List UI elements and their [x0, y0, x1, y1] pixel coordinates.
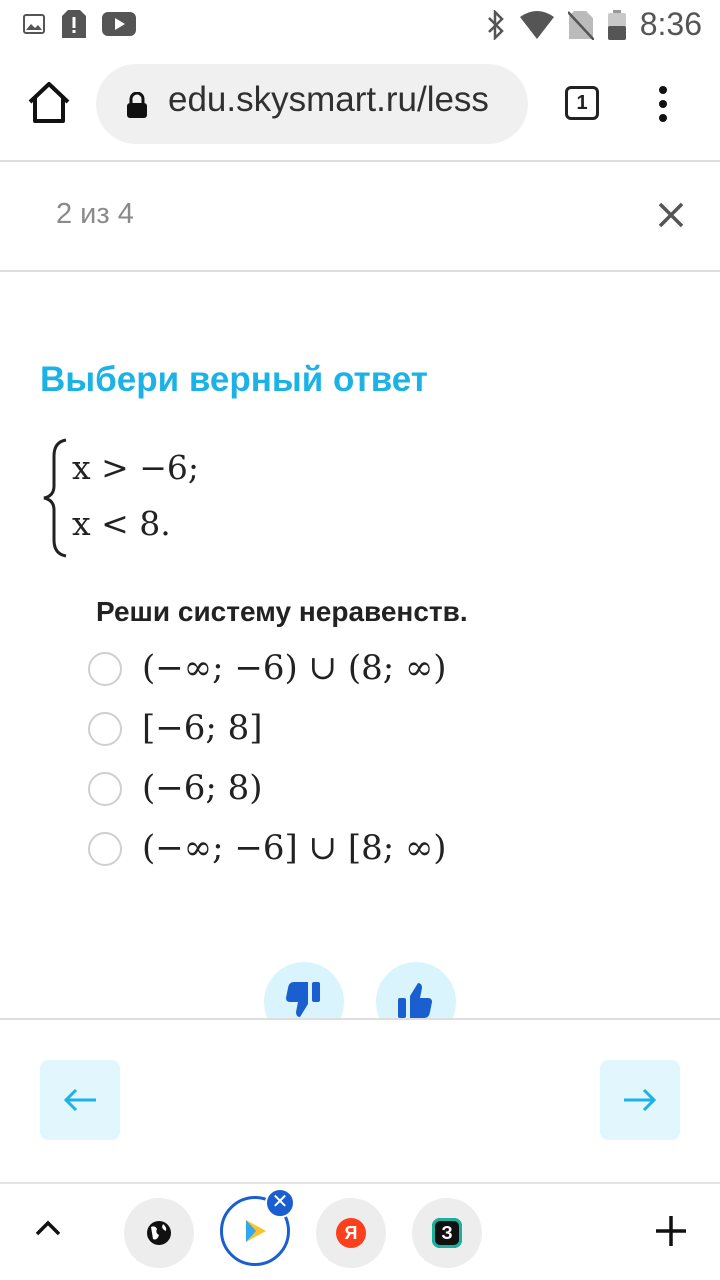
- divider: [0, 270, 720, 272]
- brace-icon: [40, 438, 70, 563]
- radio-button[interactable]: [88, 652, 122, 686]
- browser-bottom-bar: [0, 1182, 720, 1280]
- alert-icon: [62, 10, 86, 38]
- plus-icon[interactable]: [654, 1214, 688, 1248]
- arrow-right-icon: [622, 1088, 658, 1112]
- inequality-system: [40, 438, 340, 558]
- status-bar-notifications: [22, 10, 136, 38]
- answer-label[interactable]: (−∞; −6) ∪ (8; ∞): [142, 648, 447, 688]
- answer-label[interactable]: [−6; 8]: [142, 708, 263, 748]
- globe-tab-button[interactable]: [124, 1198, 194, 1268]
- status-bar-system: [486, 6, 702, 43]
- chevron-up-icon[interactable]: [34, 1218, 62, 1238]
- image-icon: [22, 12, 46, 36]
- next-button[interactable]: [600, 1060, 680, 1140]
- status-bar: [0, 0, 720, 48]
- thumbs-down-icon: [286, 980, 322, 1020]
- globe-icon: [145, 1219, 173, 1247]
- tab-switcher-button[interactable]: 1: [565, 86, 599, 120]
- home-icon[interactable]: [26, 80, 72, 126]
- inequality-line-2: x < 8.: [72, 504, 171, 543]
- no-sim-icon: [568, 10, 594, 40]
- lock-icon: [126, 92, 148, 123]
- yandex-icon: Я: [336, 1218, 366, 1248]
- radio-button[interactable]: [88, 712, 122, 746]
- close-icon[interactable]: [656, 200, 686, 230]
- lesson-progress: 2 из 4: [56, 198, 134, 230]
- play-icon: [240, 1216, 270, 1246]
- close-tab-badge[interactable]: ✕: [265, 1188, 295, 1218]
- clock: 8:36: [639, 6, 702, 42]
- answer-option-2[interactable]: [88, 702, 508, 758]
- arrow-left-icon: [62, 1088, 98, 1112]
- zen-icon: З: [432, 1218, 462, 1248]
- answer-option-3[interactable]: [88, 762, 508, 818]
- task-instruction: Реши систему неравенств.: [96, 596, 468, 627]
- url-text[interactable]: edu.skysmart.ru/less: [168, 80, 489, 119]
- zen-tab-button[interactable]: [412, 1198, 482, 1268]
- address-bar[interactable]: [96, 64, 528, 144]
- browser-toolbar: [0, 48, 720, 160]
- previous-button[interactable]: [40, 1060, 120, 1140]
- task-title: Выбери верный ответ: [40, 360, 428, 399]
- lesson-header: [0, 162, 720, 270]
- thumbs-up-icon: [398, 980, 434, 1020]
- radio-button[interactable]: [88, 772, 122, 806]
- menu-icon[interactable]: [650, 84, 676, 124]
- yandex-tab-button[interactable]: [316, 1198, 386, 1268]
- radio-button[interactable]: [88, 832, 122, 866]
- answer-option-4[interactable]: [88, 822, 508, 878]
- battery-icon: [608, 10, 626, 40]
- answer-label[interactable]: (−∞; −6] ∪ [8; ∞): [142, 828, 447, 868]
- answer-option-1[interactable]: [88, 642, 508, 698]
- wifi-icon: [520, 11, 554, 39]
- youtube-icon: [102, 12, 136, 36]
- bluetooth-icon: [486, 10, 506, 40]
- inequality-line-1: x > −6;: [72, 448, 200, 487]
- answer-label[interactable]: (−6; 8): [142, 768, 263, 808]
